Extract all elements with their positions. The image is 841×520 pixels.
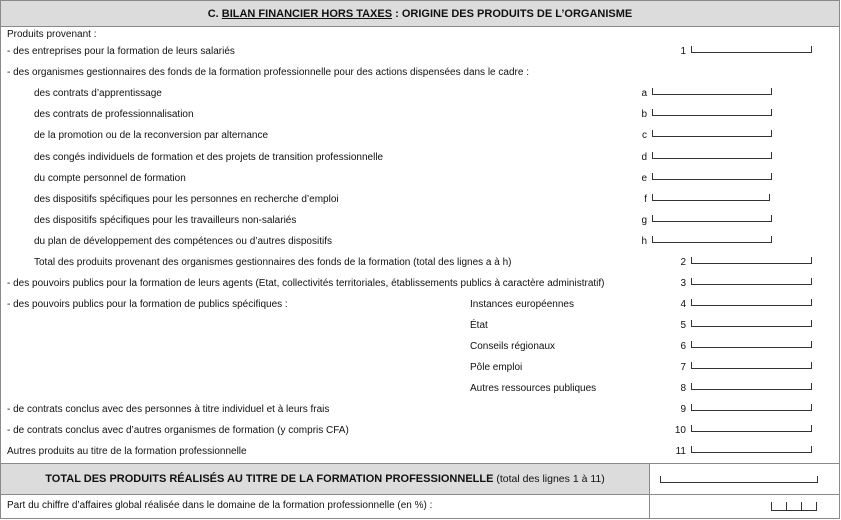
row-7-text: Pôle emploi <box>470 362 523 373</box>
total-label-bold: TOTAL DES PRODUITS RÉALISÉS AU TITRE DE LA FORMATION PROFESSIONNELLE <box>45 473 494 485</box>
row-1-text: - des entreprises pour la formation de leurs salariés <box>7 46 235 57</box>
row-f-text: des dispositifs spécifiques pour les personnes en recherche d’emploi <box>34 194 339 205</box>
row-c-field[interactable] <box>652 130 772 137</box>
row-3-text: - des pouvoirs publics pour la formation de leurs agents (Etat, collectivités territoriales, établissements publics à caractère administratif) <box>7 278 605 289</box>
row-c-label: c <box>642 130 647 141</box>
row-e-text: du compte personnel de formation <box>34 173 186 184</box>
row-2-label: 2 <box>680 257 686 268</box>
percent-tick <box>801 502 802 510</box>
row-d-text: des congés individuels de formation et des projets de transition professionnelle <box>34 152 384 163</box>
row-7-field[interactable] <box>691 362 812 369</box>
row-5-field[interactable] <box>691 320 812 327</box>
row-f-field[interactable] <box>652 194 770 201</box>
row-d-label: d <box>641 152 647 163</box>
row-8-label: 8 <box>680 383 686 394</box>
row-h-label: h <box>641 236 647 247</box>
percent-tick <box>771 502 772 510</box>
row-g-field[interactable] <box>652 215 772 222</box>
row-11-label: 11 <box>675 446 686 457</box>
row-6-field[interactable] <box>691 341 812 348</box>
row-9-text: - de contrats conclus avec des personnes à titre individuel et à leurs frais <box>7 404 330 415</box>
percent-field[interactable] <box>771 502 817 511</box>
row-4-label: 4 <box>680 299 686 310</box>
row-9-label: 9 <box>680 404 686 415</box>
row-10-label: 10 <box>674 425 686 436</box>
row-2-text: Total des produits provenant des organismes gestionnaires des fonds de la formation (total des lignes a à h) <box>34 257 512 268</box>
part-text: Part du chiffre d’affaires global réalisée dans le domaine de la formation professionnelle (en %) : <box>7 500 433 511</box>
row-3-field[interactable] <box>691 278 812 285</box>
row-a-label: a <box>641 88 647 99</box>
row-5-text: État <box>470 320 488 331</box>
row-e-label: e <box>641 173 647 184</box>
total-label <box>1 464 649 494</box>
row-4-field[interactable] <box>691 299 812 306</box>
percent-tick <box>786 502 787 510</box>
part-divider <box>649 494 650 519</box>
intro-text: Produits provenant : <box>7 29 97 40</box>
section-header <box>1 1 839 27</box>
row-a-text: des contrats d’apprentissage <box>34 88 162 99</box>
total-field[interactable] <box>660 476 818 483</box>
row-8-field[interactable] <box>691 383 812 390</box>
row-g-label: g <box>641 215 647 226</box>
row-11-text: Autres produits au titre de la formation professionnelle <box>7 446 247 457</box>
row-4-text: Instances européennes <box>470 299 574 310</box>
row-10-text: - de contrats conclus avec d’autres organismes de formation (y compris CFA) <box>7 425 349 436</box>
publics-intro-text: - des pouvoirs publics pour la formation de publics spécifiques : <box>7 299 288 310</box>
row-h-field[interactable] <box>652 236 772 243</box>
percent-tick <box>816 502 817 510</box>
row-g-text: des dispositifs spécifiques pour les travailleurs non-salariés <box>34 215 297 226</box>
row-b-text: des contrats de professionnalisation <box>34 109 194 120</box>
row-a-field[interactable] <box>652 88 772 95</box>
row-5-label: 5 <box>680 320 686 331</box>
row-1-field[interactable] <box>691 46 812 53</box>
row-3-label: 3 <box>680 278 686 289</box>
row-7-label: 7 <box>680 362 686 373</box>
row-11-field[interactable] <box>691 446 812 453</box>
row-f-label: f <box>644 194 647 205</box>
row-h-text: du plan de développement des compétences ou d’autres dispositifs <box>34 236 332 247</box>
row-b-label: b <box>641 109 647 120</box>
header-underlined: BILAN FINANCIER HORS TAXES <box>221 8 393 20</box>
row-1-label: 1 <box>680 46 686 57</box>
row-e-field[interactable] <box>652 173 772 180</box>
row-9-field[interactable] <box>691 404 812 411</box>
row-c-text: de la promotion ou de la reconversion par alternance <box>34 130 269 141</box>
row-8-text: Autres ressources publiques <box>470 383 597 394</box>
header-prefix: C. <box>207 8 222 20</box>
row-2-field[interactable] <box>691 257 812 264</box>
opco-intro-text: - des organismes gestionnaires des fonds de la formation professionnelle pour des actions dispensées dans le cadre : <box>7 67 529 78</box>
row-6-label: 6 <box>680 341 686 352</box>
row-6-text: Conseils régionaux <box>470 341 556 352</box>
row-10-field[interactable] <box>691 425 812 432</box>
row-d-field[interactable] <box>652 152 772 159</box>
header-suffix: : ORIGINE DES PRODUITS DE L’ORGANISME <box>392 8 633 20</box>
row-b-field[interactable] <box>652 109 772 116</box>
total-label-note: (total des lignes 1 à 11) <box>493 473 605 485</box>
